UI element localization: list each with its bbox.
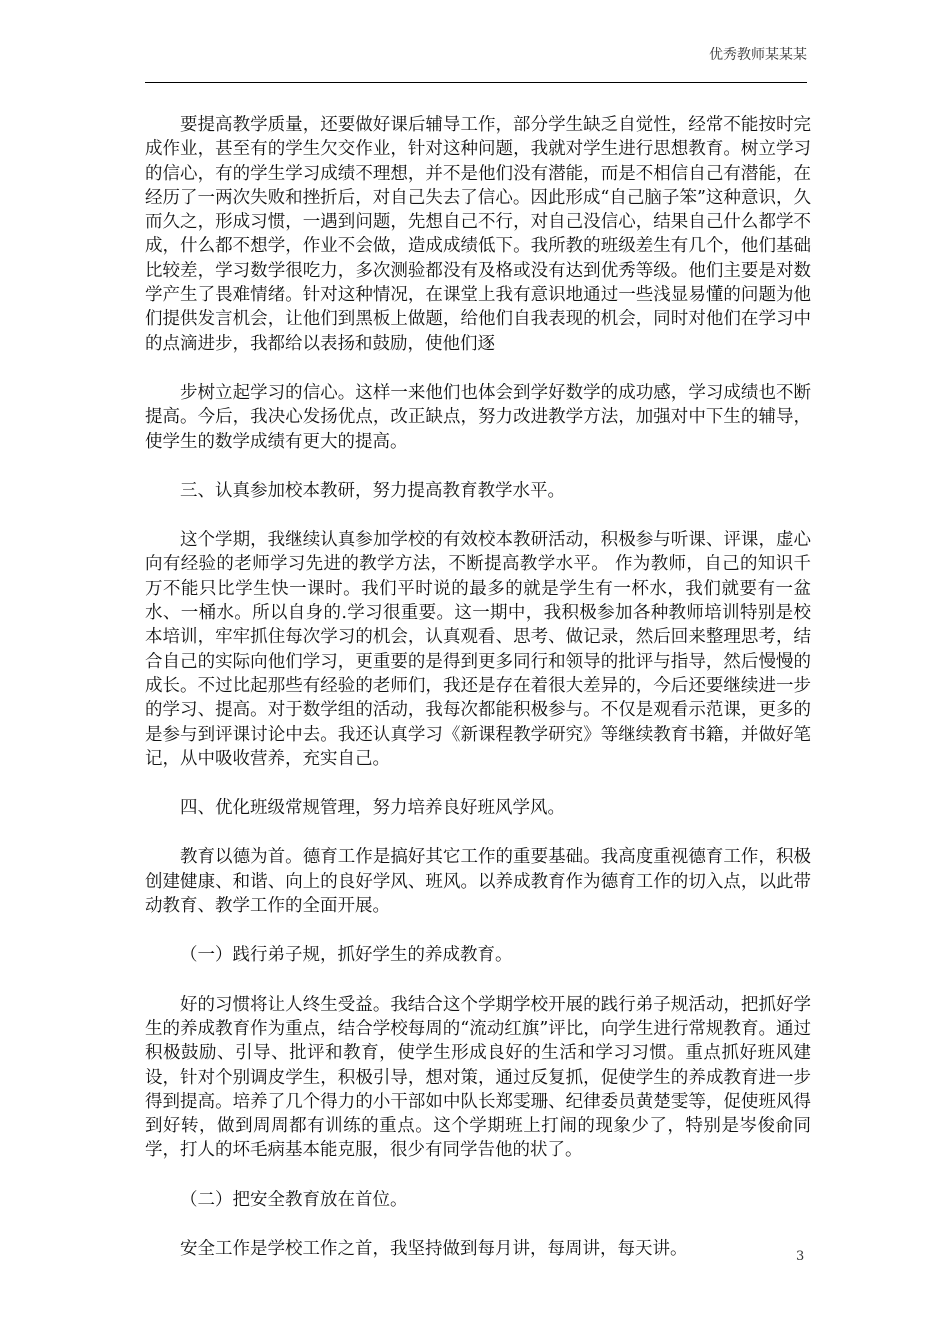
paragraph-moral-education: 教育以德为首。德育工作是搞好其它工作的重要基础。我高度重视德育工作，积极创建健康、和谐、向上的良好学风、班风。以养成教育作为德育工作的切入点，以此带动教育、教学工作的全面开展。 [145,847,811,917]
paragraph-habits: 好的习惯将让人终生受益。我结合这个学期学校开展的践行弟子规活动，把抓好学生的养成教育作为重点，结合学校每周的“流动红旗”评比，向学生进行常规教育。通过积极鼓励、引导、批评和教育，使学生形成良好的生活和学习习惯。重点抓好班风建设，针对个别调皮学生，积极引导，想对策，通过反复抓，促使学生的养成教育进一步得到提高。培养了几个得力的小干部如中队长郑雯珊、纪律委员黄楚雯等，促使班风得到好转，做到周周都有训练的重点。这个学期班上打闹的现象少了，特别是岑俊俞同学，打人的坏毛病基本能克服，很少有同学告他的状了。 [145,994,811,1161]
document-body [145,113,811,1286]
subsection-heading-1: （一）践行弟子规，抓好学生的养成教育。 [180,945,513,966]
page-header [145,36,807,83]
paragraph-safety: 安全工作是学校工作之首，我坚持做到每月讲，每周讲，每天讲。 [180,1238,688,1259]
section-heading-4: 四、优化班级常规管理，努力培养良好班风学风。 [180,798,565,819]
section-heading-3: 三、认真参加校本教研，努力提高教育教学水平。 [180,480,565,501]
paragraph-teaching-research: 这个学期，我继续认真参加学校的有效校本教研活动，积极参与听课、评课，虚心向有经验的老师学习先进的教学方法，不断提高教学水平。 作为教师，自己的知识千万不能只比学生快一课时。我们平时说的最多的就是学生有一杯水，我们就要有一盆水、一桶水。所以自身的.学习很重要。这一期中，我积极参加各种教师培训特别是校本培训，牢牢抓住每次学习的机会，认真观看、思考、做记录，然后回来整理思考，结合自己的实际向他们学习，更重要的是得到更多同行和领导的批评与指导，然后慢慢的成长。不过比起那些有经验的老师们，我还是存在着很大差异的，今后还要继续进一步的学习、提高。对于数学组的活动，我每次都能积极参与。不仅是观看示范课，更多的是参与到评课讨论中去。我还认真学习《新课程教学研究》等继续教育书籍，并做好笔记，从中吸收营养，充实自己。 [145,530,811,769]
paragraph-confidence: 步树立起学习的信心。这样一来他们也体会到学好数学的成功感，学习成绩也不断提高。今后，我决心发扬优点，改正缺点，努力改进教学方法，加强对中下生的辅导，使学生的数学成绩有更大的提高。 [145,382,811,452]
subsection-heading-2: （二）把安全教育放在首位。 [180,1189,408,1210]
paragraph-tutoring: 要提高教学质量，还要做好课后辅导工作，部分学生缺乏自觉性，经常不能按时完成作业，甚至有的学生欠交作业，针对这种问题，我就对学生进行思想教育。树立学习的信心，有的学生学习成绩不理想，并不是他们没有潜能，而是不相信自己有潜能，在经历了一两次失败和挫折后，对自己失去了信心。因此形成“自己脑子笨”这种意识，久而久之，形成习惯，一遇到问题，先想自己不行，对自己没信心，结果自己什么都学不成，什么都不想学，作业不会做，造成成绩低下。我所教的班级差生有几个，他们基础比较差，学习数学很吃力，多次测验都没有及格或没有达到优秀等级。他们主要是对数学产生了畏难情绪。针对这种情况，在课堂上我有意识地通过一些浅显易懂的问题为他们提供发言机会，让他们到黑板上做题，给他们自我表现的机会，同时对他们在学习中的点滴进步，我都给以表扬和鼓励，使他们逐 [145,115,811,354]
page-number: 3 [796,1249,805,1264]
header-title: 优秀教师某某某 [709,47,807,63]
